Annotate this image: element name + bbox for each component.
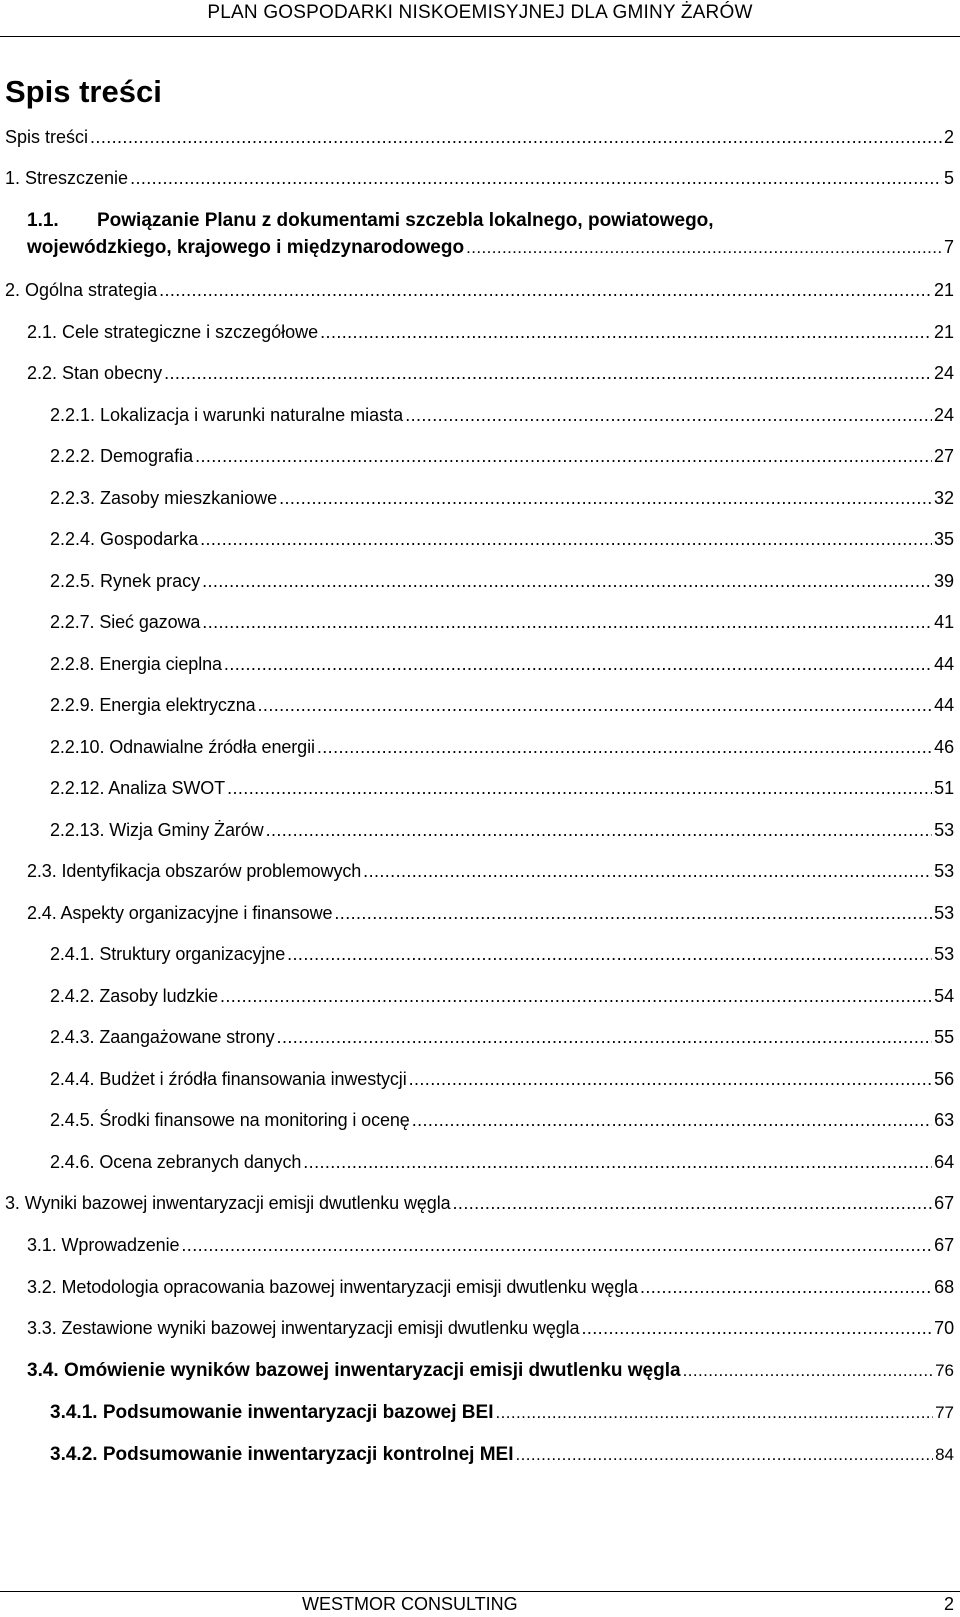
toc-entry-label: 2.2.9. Energia elektryczna xyxy=(50,695,256,715)
toc-entry-page: 2 xyxy=(943,127,954,147)
toc-entry-label: 2.4.3. Zaangażowane strony xyxy=(50,1027,275,1047)
toc-entry-page: 7 xyxy=(943,237,954,257)
toc-entry-page: 63 xyxy=(934,1110,954,1130)
toc-entry-page: 67 xyxy=(934,1235,954,1255)
toc-entry[interactable] xyxy=(0,1277,960,1307)
toc-entry[interactable] xyxy=(0,1235,960,1265)
toc-entry[interactable] xyxy=(0,168,960,198)
dot-leader xyxy=(409,1069,933,1090)
dot-leader xyxy=(266,820,933,841)
dot-leader xyxy=(130,168,942,189)
dot-leader xyxy=(334,903,932,924)
dot-leader xyxy=(279,488,932,509)
toc-entry-label: 2.2.3. Zasoby mieszkaniowe xyxy=(50,488,278,508)
dot-leader xyxy=(581,1318,932,1339)
toc-entry-page: 53 xyxy=(934,944,954,964)
toc-entry-label: 3.4. Omówienie wyników bazowej inwentaryzacji emisji dwutlenku węgla xyxy=(27,1360,681,1381)
toc-entry-page: 70 xyxy=(934,1318,954,1338)
toc-entry-page: 35 xyxy=(933,529,954,549)
toc-entry[interactable] xyxy=(0,363,960,393)
header-title: PLAN GOSPODARKI NISKOEMISYJNEJ DLA GMINY ŻARÓW xyxy=(207,2,753,23)
toc-entry-label: 2.3. Identyfikacja obszarów problemowych xyxy=(27,861,362,881)
dot-leader xyxy=(640,1277,932,1298)
footer-divider xyxy=(0,1591,960,1592)
dot-leader xyxy=(90,127,942,148)
toc-entry-page: 68 xyxy=(934,1277,954,1297)
dot-leader xyxy=(224,654,932,675)
toc-entry-label: 2.2.5. Rynek pracy xyxy=(50,571,201,591)
toc-entry[interactable] xyxy=(0,1193,960,1223)
toc-entry-page: 56 xyxy=(934,1069,954,1089)
toc-entry[interactable] xyxy=(0,210,960,270)
toc-entry-label: 2.2. Stan obecny xyxy=(27,363,163,383)
toc-entry[interactable] xyxy=(0,612,960,642)
toc-entry-page: 76 xyxy=(935,1361,954,1380)
toc-entry-page: 44 xyxy=(934,654,954,674)
dot-leader xyxy=(164,363,932,384)
toc-entry-label: 3.4.2. Podsumowanie inwentaryzacji kontrolnej MEI xyxy=(50,1444,514,1465)
dot-leader xyxy=(277,1027,933,1048)
toc-entry[interactable] xyxy=(0,571,960,601)
toc-entry-label: Spis treści xyxy=(5,127,89,147)
toc-entry-label: 2.2.10. Odnawialne źródła energii xyxy=(50,737,315,757)
dot-leader xyxy=(227,778,932,799)
toc-entry[interactable] xyxy=(0,903,960,933)
toc-entry-label-cont: wojewódzkiego, krajowego i międzynarodowego xyxy=(27,237,465,258)
toc-entry-label: 3.2. Metodologia opracowania bazowej inwentaryzacji emisji dwutlenku węgla xyxy=(27,1277,638,1297)
toc-entry-label: 2.4.1. Struktury organizacyjne xyxy=(50,944,286,964)
dot-leader xyxy=(202,571,932,592)
toc-entry-page: 32 xyxy=(933,488,954,508)
toc-entry[interactable] xyxy=(0,944,960,974)
toc-entry-page: 46 xyxy=(934,737,954,757)
toc-entry-page: 24 xyxy=(933,363,954,383)
dot-leader xyxy=(466,238,942,258)
dot-leader xyxy=(495,1403,933,1423)
toc-entry-page: 21 xyxy=(933,280,954,300)
dot-leader xyxy=(220,986,932,1007)
toc-entry[interactable] xyxy=(0,1027,960,1057)
toc-entry-label: 2.2.8. Energia cieplna xyxy=(50,654,222,674)
dot-leader xyxy=(159,280,932,301)
toc-entry-label: 2.2.4. Gospodarka xyxy=(50,529,199,549)
toc-entry-label: 3. Wyniki bazowej inwentaryzacji emisji dwutlenku węgla xyxy=(5,1193,451,1213)
toc-entry-label: 2.2.2. Demografia xyxy=(50,446,194,466)
toc-entry-page: 53 xyxy=(934,903,954,923)
toc-entry-label: 2.2.13. Wizja Gminy Żarów xyxy=(50,820,264,840)
toc-entry-page: 54 xyxy=(934,986,954,1006)
dot-leader xyxy=(405,405,932,426)
toc-entry[interactable] xyxy=(0,861,960,891)
toc-entry-page: 21 xyxy=(933,322,954,342)
toc-entry-page: 41 xyxy=(934,612,954,632)
toc-entry[interactable] xyxy=(0,1444,960,1474)
toc-entry[interactable] xyxy=(0,1152,960,1182)
toc-entry[interactable] xyxy=(0,1110,960,1140)
dot-leader xyxy=(202,612,932,633)
toc-entry-page: 67 xyxy=(934,1193,954,1213)
toc-entry-page: 77 xyxy=(935,1403,954,1422)
toc-entry[interactable] xyxy=(0,778,960,808)
dot-leader xyxy=(683,1361,934,1381)
toc-entry-page: 53 xyxy=(934,861,954,881)
toc-entry-label: 2.4.4. Budżet i źródła finansowania inwestycji xyxy=(50,1069,407,1089)
toc-entry-page: 24 xyxy=(933,405,954,425)
toc-entry-page: 39 xyxy=(933,571,954,591)
toc-entry-line2 xyxy=(27,237,954,259)
toc-entry[interactable] xyxy=(0,737,960,767)
toc-entry[interactable] xyxy=(0,322,960,352)
toc-entry-page: 55 xyxy=(934,1027,954,1047)
toc-entry[interactable] xyxy=(0,280,960,310)
dot-leader xyxy=(412,1110,932,1131)
dot-leader xyxy=(317,737,932,758)
toc-entry-page: 53 xyxy=(934,820,954,840)
toc-entry[interactable] xyxy=(0,405,960,435)
toc-entry-label: 1. Streszczenie xyxy=(5,168,129,188)
toc-entry-label: 2.1. Cele strategiczne i szczegółowe xyxy=(27,322,319,342)
toc-entry-page: 5 xyxy=(943,168,954,188)
toc-entry[interactable] xyxy=(0,488,960,518)
toc-entry-label: 3.4.1. Podsumowanie inwentaryzacji bazowej BEI xyxy=(50,1402,494,1423)
toc-entry-label: Powiązanie Planu z dokumentami szczebla lokalnego, powiatowego, xyxy=(97,210,714,231)
dot-leader xyxy=(195,446,932,467)
toc-entry-label: 3.3. Zestawione wyniki bazowej inwentaryzacji emisji dwutlenku węgla xyxy=(27,1318,580,1338)
toc-entry[interactable] xyxy=(0,127,960,157)
toc-entry-page: 51 xyxy=(934,778,954,798)
toc-entry-label: 3.1. Wprowadzenie xyxy=(27,1235,180,1255)
footer-page-number: 2 xyxy=(943,1594,954,1614)
toc-entry[interactable] xyxy=(0,529,960,559)
toc-entry-number: 1.1. xyxy=(27,210,59,231)
header-divider xyxy=(0,36,960,37)
toc-heading: Spis treści xyxy=(5,74,162,109)
toc-entry-page: 84 xyxy=(935,1445,954,1464)
toc-entry[interactable] xyxy=(0,820,960,850)
footer-company: WESTMOR CONSULTING xyxy=(302,1594,518,1614)
dot-leader xyxy=(258,695,933,716)
toc-entry[interactable] xyxy=(0,1318,960,1348)
toc-entry-page: 27 xyxy=(933,446,954,466)
toc-entry-label: 2.4.5. Środki finansowe na monitoring i ocenę xyxy=(50,1110,410,1130)
toc-entry-page: 64 xyxy=(934,1152,954,1172)
toc-entry-label: 2.2.1. Lokalizacja i warunki naturalne miasta xyxy=(50,405,404,425)
toc-entry[interactable] xyxy=(0,986,960,1016)
toc-entry-label: 2.4. Aspekty organizacyjne i finansowe xyxy=(27,903,333,923)
dot-leader xyxy=(516,1445,934,1465)
toc-entry[interactable] xyxy=(0,1402,960,1432)
toc-entry-label: 2.4.6. Ocena zebranych danych xyxy=(50,1152,302,1172)
toc-entry-page: 44 xyxy=(934,695,954,715)
toc-entry[interactable] xyxy=(0,1360,960,1390)
dot-leader xyxy=(287,944,932,965)
toc-entry[interactable] xyxy=(0,446,960,476)
dot-leader xyxy=(200,529,932,550)
page-header xyxy=(0,2,960,28)
toc-entry-label: 2.4.2. Zasoby ludzkie xyxy=(50,986,218,1006)
toc-entry[interactable] xyxy=(0,695,960,725)
dot-leader xyxy=(320,322,932,343)
dot-leader xyxy=(181,1235,932,1256)
toc-entry-label: 2.2.12. Analiza SWOT xyxy=(50,778,226,798)
dot-leader xyxy=(363,861,932,882)
dot-leader xyxy=(453,1193,933,1214)
toc-entry-label: 2. Ogólna strategia xyxy=(5,280,158,300)
toc-entry[interactable] xyxy=(0,654,960,684)
dot-leader xyxy=(303,1152,932,1173)
toc-entry-label: 2.2.7. Sieć gazowa xyxy=(50,612,201,632)
toc-entry[interactable] xyxy=(0,1069,960,1099)
toc-entry-line1 xyxy=(27,210,714,232)
